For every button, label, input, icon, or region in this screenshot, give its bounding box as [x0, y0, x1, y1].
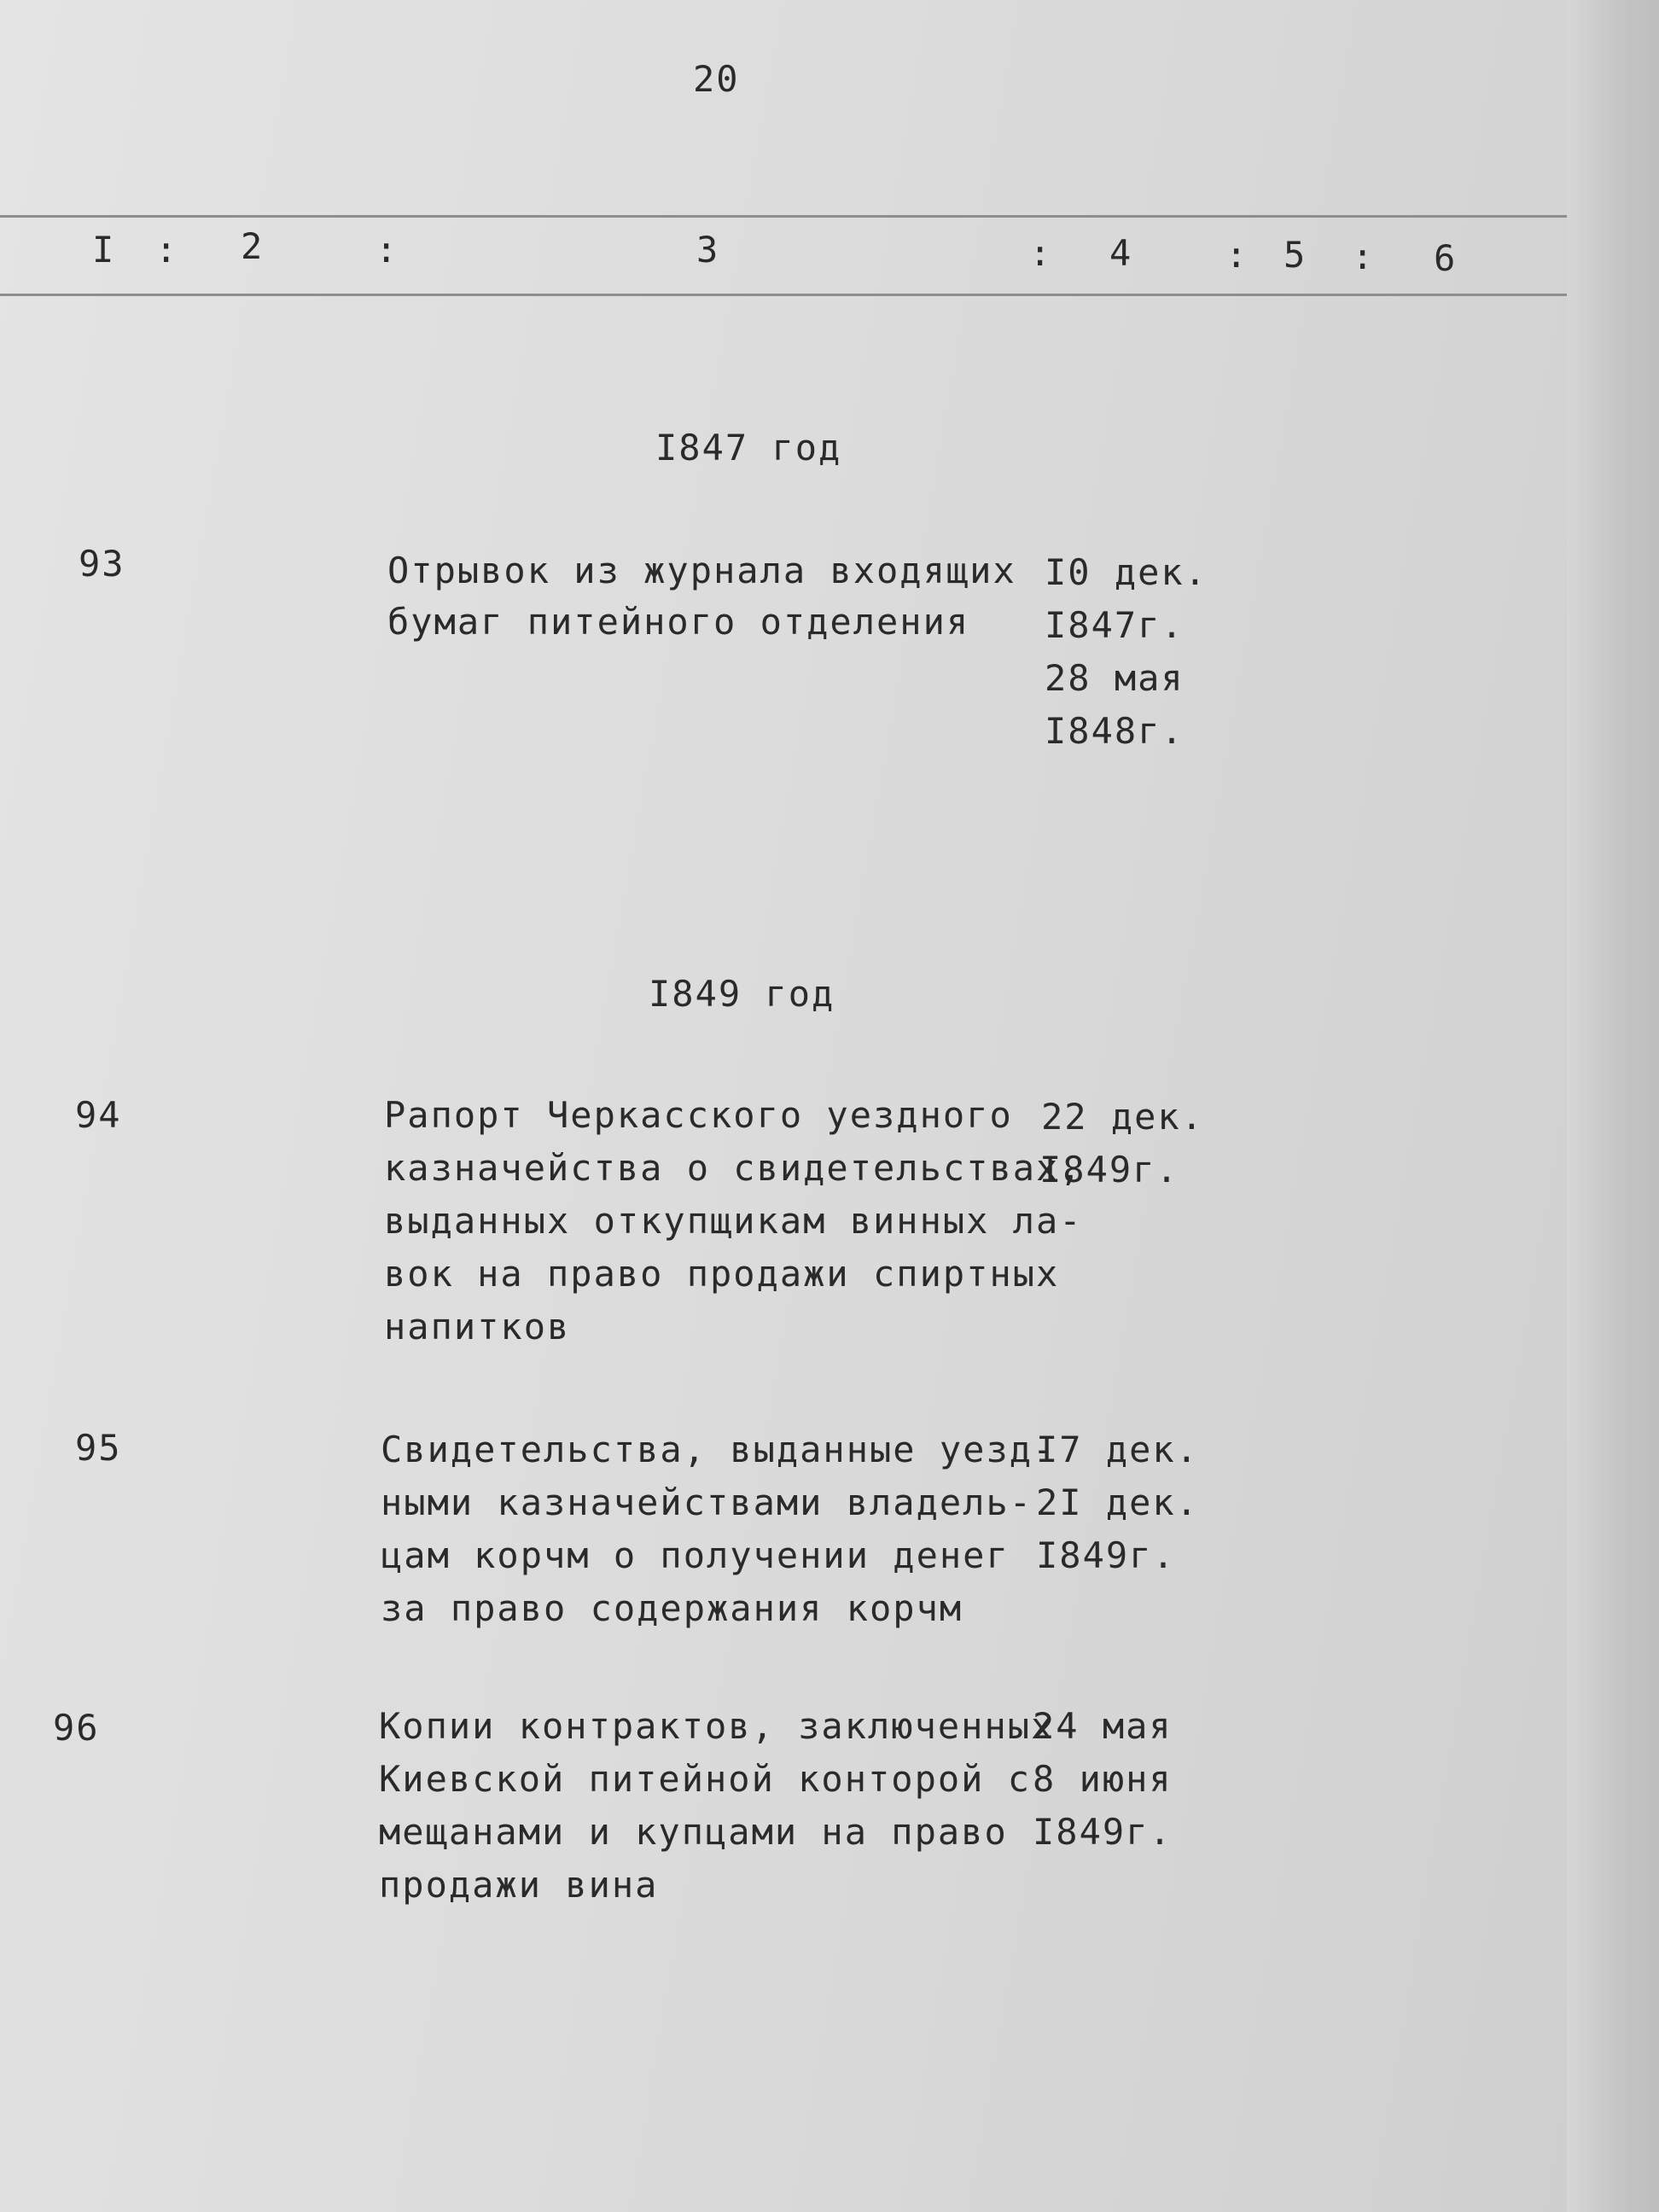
description-line: выданных откупщикам винных ла-	[384, 1200, 1083, 1242]
description-line: напитков	[384, 1306, 571, 1348]
date-line: 24 мая	[1033, 1705, 1173, 1747]
column-header-cell: :	[1225, 234, 1248, 276]
column-header-cell: 6	[1434, 237, 1456, 279]
description-line: Свидетельства, выданные уезд-	[381, 1429, 1057, 1470]
description-line: мещанами и купцами на право	[379, 1811, 1008, 1853]
entry-number: 94	[75, 1094, 122, 1136]
date-line: I849г.	[1033, 1811, 1173, 1853]
column-header-cell: :	[1352, 236, 1374, 277]
description-line: ными казначействами владель-	[381, 1481, 1033, 1523]
column-header-cell: 3	[696, 229, 719, 271]
date-line: I849г.	[1036, 1534, 1176, 1576]
column-header-cell: 4	[1109, 232, 1132, 274]
column-header-cell: 5	[1284, 234, 1306, 276]
description-line: бумаг питейного отделения	[387, 601, 970, 643]
entry-number: 93	[79, 543, 125, 585]
header-bottom-rule	[0, 294, 1567, 296]
page-number: 20	[693, 58, 740, 100]
date-line: 8 июня	[1033, 1758, 1173, 1800]
date-line: 28 мая	[1045, 657, 1185, 699]
date-line: I7 дек.	[1036, 1429, 1200, 1470]
year-heading: I847 год	[655, 427, 842, 469]
column-header-cell: 2	[241, 225, 263, 267]
date-line: I0 дек.	[1045, 551, 1208, 593]
description-line: цам корчм о получении денег	[381, 1534, 1010, 1576]
description-line: Киевской питейной конторой с	[379, 1758, 1032, 1800]
description-line: Отрывок из журнала входящих	[387, 550, 1016, 591]
column-header-cell: :	[375, 229, 398, 271]
entry-number: 95	[75, 1427, 122, 1469]
description-line: вок на право продажи спиртных	[384, 1253, 1060, 1295]
date-line: 2I дек.	[1036, 1481, 1200, 1523]
description-line: казначейства о свидетельствах,	[384, 1147, 1083, 1189]
header-top-rule	[0, 215, 1567, 218]
date-line: 22 дек.	[1041, 1096, 1205, 1138]
date-line: I847г.	[1045, 604, 1185, 646]
description-line: Рапорт Черкасского уездного	[384, 1094, 1013, 1136]
date-line: I848г.	[1045, 710, 1185, 752]
page-edge-shadow	[1567, 0, 1659, 2212]
description-line: Копии контрактов, заключенных	[379, 1705, 1055, 1747]
column-header-cell: :	[155, 229, 178, 271]
column-header-cell: I	[92, 229, 114, 271]
description-line: продажи вина	[379, 1864, 659, 1906]
column-header-cell: :	[1029, 232, 1051, 274]
entry-number: 96	[53, 1707, 100, 1749]
date-line: I849г.	[1039, 1149, 1179, 1190]
description-line: за право содержания корчм	[381, 1587, 963, 1629]
year-heading: I849 год	[649, 973, 835, 1015]
